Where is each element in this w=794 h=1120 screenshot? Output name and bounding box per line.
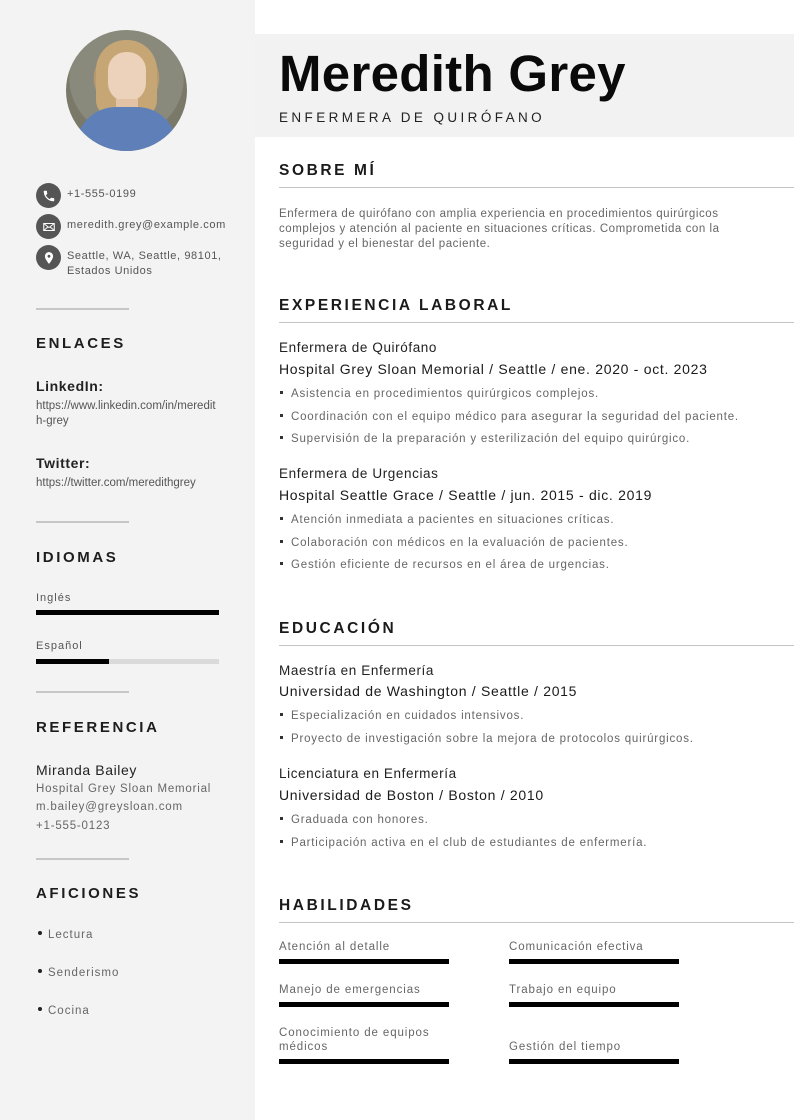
skills-title: HABILIDADES (279, 897, 414, 914)
language-level-fill (36, 610, 219, 615)
job-details: Hospital Grey Sloan Memorial / Seattle / ene. 2020 - oct. 2023 (279, 361, 708, 377)
linkedin-label: LinkedIn: (36, 378, 104, 394)
address-text: Seattle, WA, Seattle, 98101, Estados Unidos (67, 250, 222, 277)
degree-bullet: Graduada con honores. (279, 814, 429, 826)
hobby-item: Cocina (36, 1005, 90, 1017)
bullet-icon (38, 931, 42, 935)
skill-name: Comunicación efectiva (509, 941, 644, 953)
bullet-icon (38, 1007, 42, 1011)
about-title: SOBRE MÍ (279, 162, 377, 179)
bullet-icon (280, 562, 283, 565)
sidebar (0, 0, 255, 1120)
links-title: ENLACES (36, 335, 126, 352)
experience-title: EXPERIENCIA LABORAL (279, 297, 513, 314)
sidebar-divider (36, 691, 129, 693)
degree-details: Universidad de Washington / Seattle / 2015 (279, 683, 578, 699)
location-pin-icon (36, 245, 61, 270)
job-role: Enfermera de Quirófano (279, 340, 438, 355)
hobbies-title: AFICIONES (36, 885, 142, 902)
twitter-link[interactable]: https://twitter.com/meredithgrey (36, 477, 196, 489)
skill-level-bar (509, 1002, 679, 1007)
sidebar-divider (36, 858, 129, 860)
skill-level-bar (509, 1059, 679, 1064)
candidate-name: Meredith Grey (279, 45, 626, 102)
photo-face (108, 52, 146, 102)
skill-name: Manejo de emergencias (279, 984, 421, 996)
about-text: Enfermera de quirófano con amplia experiencia en procedimientos quirúrgicos complejos y atención al paciente en situaciones críticas. Comprometida con la seguridad y el bienestar del paciente. (279, 208, 720, 250)
language-level-fill (36, 659, 109, 664)
email-icon (36, 214, 61, 239)
degree-bullet: Participación activa en el club de estudiantes de enfermería. (279, 837, 647, 849)
bullet-icon (280, 540, 283, 543)
degree-title: Maestría en Enfermería (279, 663, 435, 678)
degree-title: Licenciatura en Enfermería (279, 766, 457, 781)
phone-icon (36, 183, 61, 208)
job-details: Hospital Seattle Grace / Seattle / jun. 2015 - dic. 2019 (279, 487, 653, 503)
section-rule (279, 322, 794, 323)
phone-text: +1-555-0199 (67, 188, 137, 200)
job-role: Enfermera de Urgencias (279, 466, 439, 481)
contact-phone (36, 183, 236, 208)
reference-name: Miranda Bailey (36, 762, 137, 778)
degree-details: Universidad de Boston / Boston / 2010 (279, 787, 544, 803)
job-bullet: Asistencia en procedimientos quirúrgicos complejos. (279, 388, 599, 400)
languages-title: IDIOMAS (36, 549, 119, 566)
linkedin-link[interactable]: https://www.linkedin.com/in/meredith-grey (36, 400, 216, 427)
main-content (255, 0, 794, 1120)
job-title: ENFERMERA DE QUIRÓFANO (279, 110, 546, 125)
skill-level-bar (279, 959, 449, 964)
contact-info (36, 183, 236, 285)
bullet-icon (280, 391, 283, 394)
degree-bullet: Especialización en cuidados intensivos. (279, 710, 524, 722)
job-bullet: Gestión eficiente de recursos en el área de urgencias. (279, 559, 610, 571)
job-bullet: Atención inmediata a pacientes en situaciones críticas. (279, 514, 614, 526)
reference-phone: +1-555-0123 (36, 820, 111, 832)
sidebar-divider (36, 308, 129, 310)
section-rule (279, 922, 794, 923)
language-name: Español (36, 640, 83, 652)
photo-scrubs (76, 107, 177, 151)
twitter-label: Twitter: (36, 455, 91, 471)
contact-email (36, 214, 236, 239)
skill-level-bar (509, 959, 679, 964)
education-title: EDUCACIÓN (279, 620, 397, 637)
profile-photo (66, 30, 187, 151)
skill-level-bar (279, 1002, 449, 1007)
degree-bullet: Proyecto de investigación sobre la mejora de protocolos quirúrgicos. (279, 733, 694, 745)
language-name: Inglés (36, 592, 72, 604)
skill-name: Conocimiento de equipos médicos (279, 1027, 430, 1053)
header-band (255, 34, 794, 137)
skill-name: Gestión del tiempo (509, 1041, 622, 1053)
section-rule (279, 187, 794, 188)
bullet-icon (280, 840, 283, 843)
section-rule (279, 645, 794, 646)
hobby-item: Senderismo (36, 967, 119, 979)
reference-title: REFERENCIA (36, 719, 160, 736)
bullet-icon (38, 969, 42, 973)
job-bullet: Coordinación con el equipo médico para asegurar la seguridad del paciente. (279, 411, 739, 423)
reference-email[interactable]: m.bailey@greysloan.com (36, 801, 183, 813)
contact-address (36, 245, 236, 279)
language-level-bar (36, 610, 219, 615)
bullet-icon (280, 817, 283, 820)
bullet-icon (280, 517, 283, 520)
bullet-icon (280, 713, 283, 716)
email-text[interactable]: meredith.grey@example.com (67, 219, 226, 231)
language-level-bar (36, 659, 219, 664)
skill-level-bar (279, 1059, 449, 1064)
bullet-icon (280, 736, 283, 739)
reference-organization: Hospital Grey Sloan Memorial (36, 783, 212, 795)
skill-name: Trabajo en equipo (509, 984, 617, 996)
skill-name: Atención al detalle (279, 941, 391, 953)
bullet-icon (280, 414, 283, 417)
sidebar-divider (36, 521, 129, 523)
job-bullet: Colaboración con médicos en la evaluación de pacientes. (279, 537, 628, 549)
bullet-icon (280, 436, 283, 439)
job-bullet: Supervisión de la preparación y esterilización del equipo quirúrgico. (279, 433, 690, 445)
hobby-item: Lectura (36, 929, 93, 941)
